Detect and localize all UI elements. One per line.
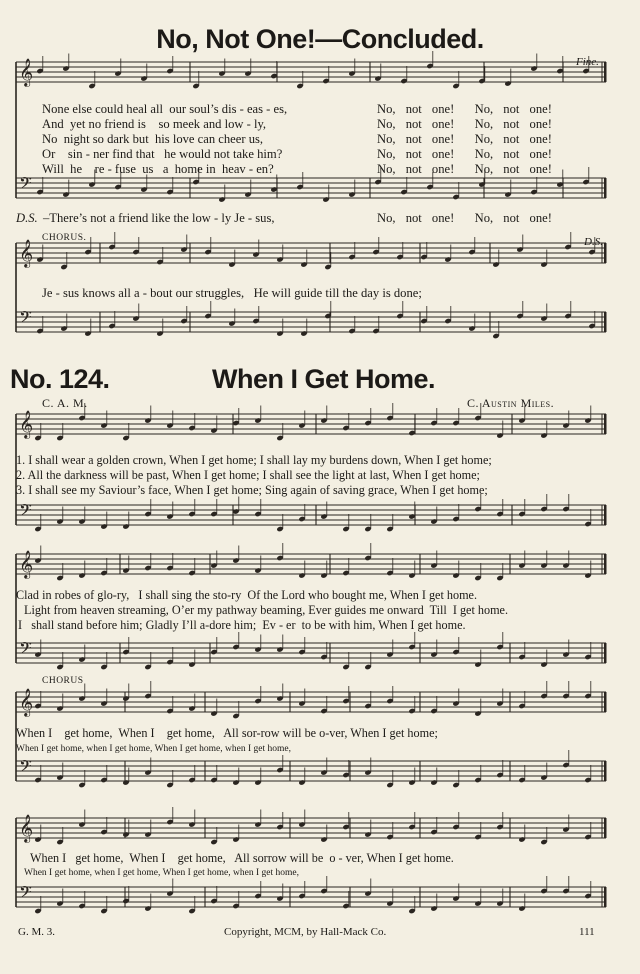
chorus-label: CHORUS. [42,233,87,243]
final-bar [604,761,607,781]
final-bar [604,505,607,525]
refrain-words: No, not one! No, not one! [377,117,552,131]
final-bar [604,62,607,82]
bass-clef: 𝄢 [19,500,32,524]
bass-clef: 𝄢 [19,173,32,197]
refrain-words: No, not one! No, not one! [377,132,552,146]
final-bar [604,178,607,198]
lyricist: C. A. M. [42,396,88,410]
verse-line: Or sin - ner find that he would not take him? [42,147,283,161]
verse-line: No night so dark but his love can cheer us, [42,132,264,146]
verse-line: 2. All the darkness will be past, When I get home; I shall see the light at last, When I get home; [16,468,480,482]
final-bar [604,414,607,434]
verse-line: Will he re - fuse us a home in heav - en? [42,162,274,176]
bass-line: When I get home, when I get home, When I get home, when I get home, [24,868,299,878]
chorus-line: Je - sus knows all a - bout our struggles, He will guide till the day is done; [42,286,422,300]
composer: C. Austin Miles. [467,396,555,410]
fine-mark: Fine. [576,56,599,68]
chorus-line: When I get home, When I get home, All sor-row will be o-ver, When I get home; [16,726,438,740]
final-bar [604,554,607,574]
treble-clef: 𝄞 [19,410,34,438]
bass-line: When I get home, when I get home, When I get home, when I get home, [16,744,291,754]
page-number: 111 [579,926,595,938]
final-bar [604,887,607,907]
ds-mark: D.S. [584,236,603,248]
final-bar [604,643,607,663]
hymn-title-concluded: No, Not One!—Concluded. [156,24,484,54]
verse-line: I shall stand before him; Gladly I’ll a-dore him; Ev - er to be with him, When I get home. [18,618,466,632]
treble-clef: 𝄞 [19,688,34,716]
final-bar [604,692,607,712]
hymn-title: When I Get Home. [212,364,436,394]
verse-line: None else could heal all our soul’s dis - eas - es, [42,102,288,116]
footer-code: G. M. 3. [18,926,55,938]
verse-line: Light from heaven streaming, O’er my pathway beaming, Ever guides me onward Till I get home. [24,603,509,617]
hymn-number: No. 124. [10,364,110,394]
ds-line: –There’s not a friend like the low - ly Je - sus, [43,211,275,225]
verse-line: 3. I shall see my Saviour’s face, When I get home; Sing again of saving grace, When I get home; [16,483,488,497]
bass-clef: 𝄢 [19,307,32,331]
final-bar [604,243,607,263]
refrain-words: No, not one! No, not one! [377,162,552,176]
treble-clef: 𝄞 [19,814,34,842]
refrain-words: No, not one! No, not one! [377,147,552,161]
final-bar [604,818,607,838]
chorus-line: When I get home, When I get home, All sorrow will be o - ver, When I get home. [30,851,454,865]
treble-clef: 𝄞 [19,239,34,267]
verse-line: And yet no friend is so meek and low - ly, [42,117,267,131]
copyright: Copyright, MCM, by Hall-Mack Co. [224,926,387,938]
verse-line: Clad in robes of glo-ry, I shall sing the sto-ry Of the Lord who bought me, When I get home. [16,588,478,602]
treble-clef: 𝄞 [19,58,34,86]
ds-refrain: No, not one! No, not one! [377,211,552,225]
bass-clef: 𝄢 [19,882,32,906]
treble-clef: 𝄞 [19,550,34,578]
bass-clef: 𝄢 [19,756,32,780]
refrain-words: No, not one! No, not one! [377,102,552,116]
chorus-label: CHORUS [42,676,84,686]
final-bar [604,312,607,332]
ds-label: D.S. [16,211,38,225]
verse-line: 1. I shall wear a golden crown, When I get home; I shall lay my burdens down, When I get home; [16,453,492,467]
bass-clef: 𝄢 [19,638,32,662]
